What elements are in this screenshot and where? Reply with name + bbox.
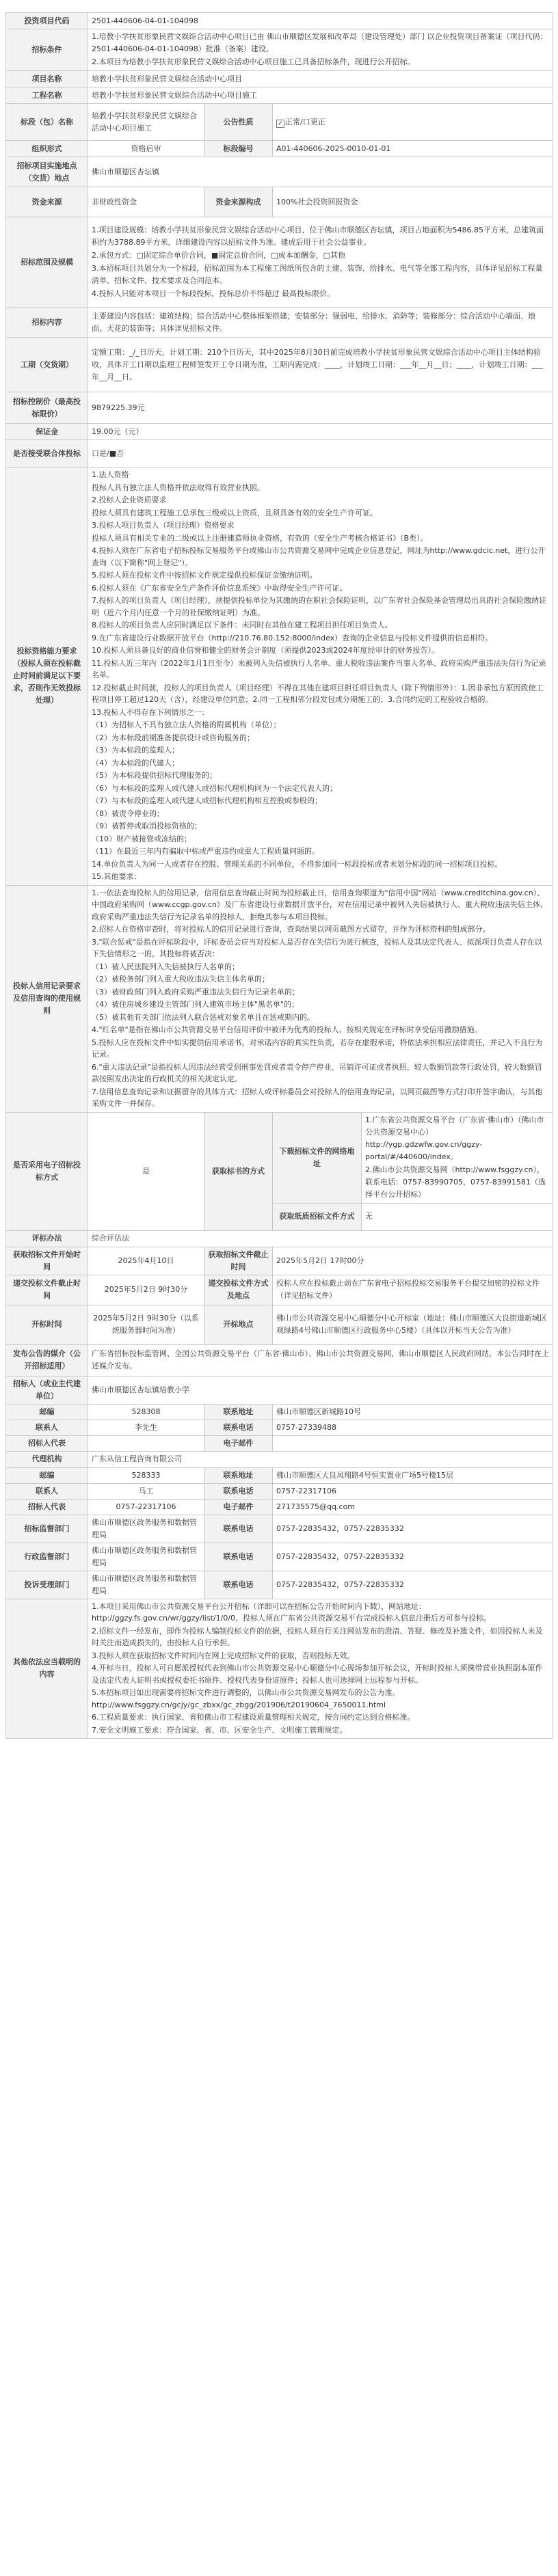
org-form-label: 组织形式 xyxy=(6,141,88,157)
qualification-item: 13.投标人不得存在下列情形之一： xyxy=(92,707,209,717)
complaint: 佛山市顺德区政务服务和数据管理局 xyxy=(88,1571,204,1599)
agent: 广东从信工程咨询有限公司 xyxy=(88,1451,553,1467)
org-form: 资格后审 xyxy=(88,141,204,157)
condition-item: 1.培教小学扶贫形象民营文娱综合活动中心项目已由 佛山市顺德区发展和改革局（建设管理处）部门 以企业投资项目备案证（项目代码：2501-440606-04-01-104098）批准（备案）建设。 xyxy=(92,32,548,53)
open-place: 佛山市公共资源交易中心顺德分中心开标室（地址：佛山市顺德区大良街道新城区观绿路4号佛山市顺德区行政服务中心5楼）（具体以开标当天公告为准） xyxy=(273,1305,553,1344)
tender-notice-table xyxy=(5,12,553,1739)
qualification-item: 1.法人资格 xyxy=(92,470,129,479)
qualification-item: （10）财产被接管或冻结的； xyxy=(92,834,191,843)
notes-label: 其他依法应当载明的内容 xyxy=(6,1599,88,1739)
media-label: 发布公告的媒介（公开招标适用） xyxy=(6,1344,88,1376)
agent-contact-label: 联系人 xyxy=(6,1483,88,1499)
funding-detail-label: 资金来源构成 xyxy=(204,187,273,217)
section-no-label: 标段编号 xyxy=(204,141,273,157)
open-time: 2025年5月2日 9时30分（以系统服务器时间为准） xyxy=(88,1305,204,1344)
agent-addr: 佛山市顺德区大良凤翔路4号恒实置业广场5号楼15层 xyxy=(273,1467,553,1483)
scope-item: 2.承包方式：□固定综合单价合同，■固定总价合同，□成本加酬金，□其他 xyxy=(92,250,346,260)
obtain-method-label: 获取标书的方式 xyxy=(204,1112,273,1230)
funding-label: 资金来源 xyxy=(6,187,88,217)
tenderer-contact: 李先生 xyxy=(88,1420,204,1435)
supervisor-label: 招标监督部门 xyxy=(6,1515,88,1543)
qualification-item: 3.投标人项目负责人（项目经理）资格要求 xyxy=(92,521,235,530)
credit-item: （3）被财政部门列入政府采购严重违法失信行为记录名单的； xyxy=(92,987,300,996)
scope-item: 1.项目建设规模：培教小学扶贫形象民营文娱综合活动中心项目，位于佛山市顺德区杏坛镇，项目占地面积为5486.85平方米，总建筑面积约为3788.89平方米，详细建设内容以招标文件为准。建成后用于社会公益事业。 xyxy=(92,225,544,247)
bid-method-label: 评标办法 xyxy=(6,1230,88,1247)
location-label: 招标项目实施地点（交货）地点 xyxy=(6,157,88,187)
tenderer-contact-label: 联系人 xyxy=(6,1420,88,1435)
qualification-item: （4）为本标段的代建人； xyxy=(92,758,179,768)
content: 主要建设内容包括：建筑结构；综合活动中心整体框架搭建；安装部分：强弱电、给排水、消防等；装修部分：综合活动中心墙面、地面、天花的装饰等；具体详见招标文件。 xyxy=(88,308,553,338)
qualification-item: （2）为本标段前期准备提供设计或咨询服务的； xyxy=(92,733,254,742)
announce-nature-label: 公告性质 xyxy=(204,104,273,141)
supervisor: 佛山市顺德区政务服务和数据管理局 xyxy=(88,1515,204,1543)
engineering-name: 培教小学扶贫形象民营文娱综合活动中心项目施工 xyxy=(88,87,553,104)
tenderer-person xyxy=(88,1435,204,1451)
tenderer-zip: 528308 xyxy=(88,1404,204,1420)
deadline-place-label: 递交投标文件方式及地点 xyxy=(204,1275,273,1305)
obtain-start: 2025年4月10日 xyxy=(88,1247,204,1275)
download-info xyxy=(362,1112,553,1203)
bid-method: 综合评估法 xyxy=(88,1230,553,1247)
credit-item: 1.一依法查询投标人的信用记录，信用信息查询截止时间为投标截止日，信用查询渠道为"信用中国"网站（www.creditchina.gov.cn）、中国政府采购网（www.ccgp.gov.cn）及广东省建设行业数据开放平台，对在信用记录中被列入失信被执行人、重大税收违法失信主体、政府采购严重违法失信行为记录名单的投标人，拒绝其参与本项目投标。 xyxy=(92,888,548,921)
agent-email: 271735575@qq.com xyxy=(273,1499,553,1515)
agent-contact: 马工 xyxy=(88,1483,204,1499)
credit xyxy=(88,885,553,1112)
qualification-item: 投标人须具有建筑工程施工总承包三级或以上资质，且须具备有效的安全生产许可证。 xyxy=(92,508,377,517)
agent-zip: 528333 xyxy=(88,1467,204,1483)
duration: 定额工期：_/_日历天，计划工期：210个日历天，其中2025年8月30日前完成培教小学扶贫形象民营文娱综合活动中心项目主体结构验收，具体开工日期以监理工程师签发开工令日期为准，工期内需完成：____，计划竣工日期：___年__月__日；____，计划竣工日期：___年__月__日。 xyxy=(88,338,553,392)
media: 广东省招标投标监管网、全国公共资源交易平台（广东省·佛山市）、佛山市公共资源交易网、佛山市顺德区人民政府网站，本公告同时在上述媒介发布。 xyxy=(88,1344,553,1376)
qualification-item: （5）为本标段提供招标代理服务的； xyxy=(92,771,217,780)
credit-item: （2）被税务部门列入重大税收违法失信主体名单的； xyxy=(92,975,269,984)
supervisor2: 佛山市顺德区政务服务和数据管理局 xyxy=(88,1543,204,1571)
notes-item: 3.投标人须在获取招标文件时间内在网上完成招标文件的获取，否则投标无效。 xyxy=(92,1651,355,1660)
qualification-item: 12.投标截止时间前，投标人的项目负责人（项目经理）不得在其他在建项目担任项目负责人（除下列情形外）：1.因非承包方原因致使工程项目停工超过120天（含），经建设单位同意；2.同一工程相邻分段发包或分期施工的；3.合同约定的工程验收合格的。 xyxy=(92,683,544,704)
tender-notice xyxy=(5,12,553,1739)
conditions xyxy=(88,29,553,71)
qualification-item: 15.其他要求： xyxy=(92,872,142,881)
project-name: 培教小学扶贫形象民营文娱综合活动中心项目 xyxy=(88,71,553,87)
credit-item: （1）被人民法院列入失信被执行人名单的； xyxy=(92,962,239,971)
condition-item: 2.本项目为培教小学扶贫形象民营文娱综合活动中心项目施工已具备招标条件，现进行公开招标。 xyxy=(92,57,415,66)
agent-person-label: 招标人代表 xyxy=(6,1499,88,1515)
credit-item: 3."联合惩戒"是指在评标阶段中，评标委员会应当对投标人是否存在失信行为进行核查，投标人及其法定代表人、拟派项目负责人存在以下失信情形之一的，其投标将被否决： xyxy=(92,937,542,958)
scope xyxy=(88,217,553,308)
scope-label: 招标范围及规模 xyxy=(6,217,88,308)
section-name-label: 标段（包）名称 xyxy=(6,104,88,141)
qualification-item: 5.投标人须在投标文件中按招标文件规定提供投标保证金缴纳证明。 xyxy=(92,571,317,580)
supervisor-phone-label: 联系电话 xyxy=(204,1515,273,1543)
announce-nature-value: 正常/口更正 xyxy=(285,117,326,126)
consortium: 口是/■否 xyxy=(88,440,553,467)
max-price: 9879225.39元 xyxy=(88,392,553,424)
project-code-label: 投资项目代码 xyxy=(6,13,88,29)
tenderer: 佛山市顺德区杏坛镇培教小学 xyxy=(88,1376,553,1404)
deadline-place: 投标人应在投标截止前在广东省电子招标投标交易服务平台提交加密的投标文件（详见招标文件） xyxy=(273,1275,553,1305)
qualification-item: 7.投标人的项目负责人（项目经理），须提供投标单位为其缴纳的在职社会保险证明，以广东省社会保险基金管理局出具的社会保险缴纳证明（近六个月内任意一个月的社保缴纳证明）为准。 xyxy=(92,596,546,617)
agent-addr-label: 联系地址 xyxy=(204,1467,273,1483)
open-place-label: 开标地点 xyxy=(204,1305,273,1344)
qualification-item: 4.投标人须在广东省电子招标投标交易服务平台或佛山市公共资源交易网中完成企业信息登记，网址为http://www.gdcic.net，进行公开查询（以下简称"网上登记"）。 xyxy=(92,546,546,567)
notes-item: 6.工程质量要求：执行国家、省和佛山市工程建设质量管理相关规定，按合同约定达到合格标准。 xyxy=(92,1713,415,1722)
qualification-item: 8.投标人的项目负责人应同时满足以下条件：未同时在其他在建工程项目担任项目负责人。 xyxy=(92,621,393,629)
qualification-item: 14.单位负责人为同一人或者存在控股、管理关系的不同单位，不得参加同一标段投标或者未划分标段的同一招标项目投标。 xyxy=(92,859,503,869)
qualification-item: 6.投标人须在《广东省安全生产条件评价信息系统》中取得安全生产许可证。 xyxy=(92,583,347,593)
notes xyxy=(88,1599,553,1739)
scope-item: 3.本招标项目共划分为一个标段，招标范围为本工程施工图纸所包含的土建、装饰、给排水、电气等全部工程内容，具体详见招标工程量清单、招标文件、技术要求及合同范本。 xyxy=(92,263,543,285)
eseal-label: 是否采用电子招标投标方式 xyxy=(6,1112,88,1230)
qualification-item: （11）在最近三年内有骗取中标或严重违约或重大工程质量问题的。 xyxy=(92,847,319,856)
qualification-item: （8）被责令停业的； xyxy=(92,809,164,818)
deadline-label: 递交投标文件截止时间 xyxy=(6,1275,88,1305)
agent-email-label: 电子邮件 xyxy=(204,1499,273,1515)
consortium-label: 是否接受联合体投标 xyxy=(6,440,88,467)
download-link-2[interactable]: 2.佛山市公共资源交易网（http://www.fsggzy.cn），联系电话：0757-83990705，0757-83991581（选择平台公开招标） xyxy=(365,1165,546,1199)
complaint-label: 投诉受理部门 xyxy=(6,1571,88,1599)
supervisor2-label: 行政监督部门 xyxy=(6,1543,88,1571)
qualification-item: 11.投标人近三年内（2022年1月1日至今）未被列入失信被执行人名单、重大税收违法案件当事人名单、政府采购严重违法失信行为记录名单。 xyxy=(92,658,546,679)
funding-source: 非财政性资金 xyxy=(88,187,204,217)
notes-item: 5.本招标项目如出现需要将招标文件进行调整的，以佛山市公共资源交易网发布的公告为准。http://www.fsggzy.cn/gcjy/gc_zbxx/gc_zbgg/201906/t20190604_7650011.html xyxy=(92,1688,400,1709)
qualification xyxy=(88,467,553,886)
tenderer-zip-label: 邮编 xyxy=(6,1404,88,1420)
scope-item: 4.投标人只能对本项目一个标段投标，投标总价不得超过 最高投标限价。 xyxy=(92,288,334,298)
tenderer-email-label: 电子邮件 xyxy=(204,1435,273,1451)
credit-item: 2.招标人在资格审查时，将对投标人的信用记录进行查询，查询结果以网页截图方式留存，并作为评标资料的组成部分。 xyxy=(92,925,490,934)
content-label: 招标内容 xyxy=(6,308,88,338)
credit-item: 6."重大违法记录"是指投标人因违法经营受到刑事处罚或者责令停产停业、吊销许可证或者执照、较大数额罚款等行政处罚，较大数额罚款按照发出决定的行政机关的相关规定认定。 xyxy=(92,1062,542,1083)
other-method: 无 xyxy=(362,1203,553,1230)
eseal: 是 xyxy=(88,1112,204,1230)
download-label: 下载招标文件的网络地址 xyxy=(273,1112,362,1203)
qualification-item: 10.投标人须具备良好的商业信誉和健全的财务会计制度（须提供2023或2024年度经审计的财务报告）。 xyxy=(92,646,439,655)
project-name-label: 项目名称 xyxy=(6,71,88,87)
obtain-end-label: 获取招标文件截止时间 xyxy=(204,1247,273,1275)
agent-phone: 0757-22317106 xyxy=(273,1483,553,1499)
supervisor2-phone: 0757-22835432，0757-22835332 xyxy=(273,1543,553,1571)
guarantee: 19.00元（元） xyxy=(88,424,553,440)
qualification-label: 投标资格能力要求（投标人须在投标截止时间前满足以下要求，否则作无效投标处理） xyxy=(6,467,88,886)
supervisor-phone: 0757-22835432，0757-22835332 xyxy=(273,1515,553,1543)
guarantee-label: 保证金 xyxy=(6,424,88,440)
obtain-start-label: 获取招标文件开始时间 xyxy=(6,1247,88,1275)
tenderer-addr: 佛山市顺德区新城路10号 xyxy=(273,1404,553,1420)
complaint-phone: 0757-22835432，0757-22835332 xyxy=(273,1571,553,1599)
section-no: A01-440606-2025-0010-01-01 xyxy=(273,141,553,157)
tenderer-label: 招标人（或业主代建单位） xyxy=(6,1376,88,1404)
project-code: 2501-440606-04-01-104098 xyxy=(88,13,553,29)
credit-item: 5.投标人应在投标文件中如实提供信用承诺书，对承诺内容的真实性负责，若存在虚假承诺，将依法承担相应法律责任，并记入不良行为记录。 xyxy=(92,1038,543,1059)
complaint-phone-label: 联系电话 xyxy=(204,1571,273,1599)
other-method-label: 获取纸质招标文件方式 xyxy=(273,1203,362,1230)
qualification-item: 9.在广东省建设行业数据开放平台（http://210.76.80.152:8000/index）查询的企业信息与投标文件提供的信息相符。 xyxy=(92,633,493,642)
section-name: 培教小学扶贫形象民营文娱综合活动中心项目施工 xyxy=(88,104,204,141)
credit-label: 投标人信用记录要求及信用查询的使用规则 xyxy=(6,885,88,1112)
obtain-end: 2025年5月2日 17时00分 xyxy=(273,1247,553,1275)
qualification-item: （7）与本标段的监理人或代建人或招标代理机构相互控股或参股的； xyxy=(92,796,322,805)
qualification-item: （3）为本标段的监理人； xyxy=(92,746,179,755)
qualification-item: 2.投标人企业资质要求 xyxy=(92,496,167,504)
notes-item: 1.本项目采用佛山市公共资源交易平台公开招标（详细可以在招标公告开始时间内下载），网站地址：http://ggzy.fs.gov.cn/wr/ggzy/list/1/0/0，投标人须在广东省公共资源交易平台完成投标人信息注册后方可参与投标。 xyxy=(92,1601,492,1623)
supervisor2-phone-label: 联系电话 xyxy=(204,1543,273,1571)
agent-label: 代理机构 xyxy=(6,1451,88,1467)
notes-item: 2.招标文件一经发布，即作为投标人编制投标文件的依据，投标人须自行关注网站发布的澄清、答疑、修改及补遗文件，如因投标人未及时关注而造成损失的，由投标人自行承担。 xyxy=(92,1626,543,1647)
agent-phone-label: 联系电话 xyxy=(204,1483,273,1499)
tenderer-person-label: 招标人代表 xyxy=(6,1435,88,1451)
checked-box-icon: ✓ xyxy=(276,120,284,128)
qualification-item: 投标人须具有相关专业的二级或以上注册建造师执业资格，有效的《安全生产考核合格证书》（B类）。 xyxy=(92,533,428,543)
conditions-label: 招标条件 xyxy=(6,29,88,71)
qualification-item: （1）为招标人不具有独立法人资格的附属机构（单位）； xyxy=(92,720,281,729)
duration-label: 工期（交货期） xyxy=(6,338,88,392)
notes-item: 4.开标当日，投标人可自愿派授权代表到佛山市公共资源交易中心顺德分中心现场参加开标会议，开标时投标人须携带营业执照副本原件及法定代表人证明书或授权委托书原件、授权代表身份证原件；投标人也可选择网上远程参与开标。 xyxy=(92,1664,543,1685)
tenderer-addr-label: 联系地址 xyxy=(204,1404,273,1420)
tenderer-phone-label: 联系电话 xyxy=(204,1420,273,1435)
credit-item: 4."红名单"是指在佛山市公共资源交易平台信用评价中被评为优秀的投标人，按相关规定在评标时享受信用激励措施。 xyxy=(92,1025,482,1034)
tenderer-email xyxy=(273,1435,553,1451)
notes-item: 7.安全文明施工要求：符合国家、省、市、区安全生产、文明施工管理规定。 xyxy=(92,1725,347,1735)
open-time-label: 开标时间 xyxy=(6,1305,88,1344)
announce-nature xyxy=(273,104,553,141)
agent-zip-label: 邮编 xyxy=(6,1467,88,1483)
location: 佛山市顺德区杏坛镇 xyxy=(88,157,553,187)
engineering-name-label: 工程名称 xyxy=(6,87,88,104)
deadline: 2025年5月2日 9时30分 xyxy=(88,1275,204,1305)
credit-item: （5）被其他有关部门依法列入联合惩戒对象名单且在惩戒期内的。 xyxy=(92,1012,315,1022)
credit-item: （4）被住房城乡建设主管部门列入建筑市场主体"黑名单"的； xyxy=(92,1000,300,1009)
download-link[interactable]: 1.广东省公共资源交易平台（广东省·佛山市）（佛山市公共资源交易中心）http://ygp.gdzwfw.gov.cn/ggzy-portal/#/440600/index。 xyxy=(365,1115,544,1161)
qualification-item: （9）被暂停或取消投标资格的； xyxy=(92,822,202,830)
max-price-label: 招标控制价（最高投标限价） xyxy=(6,392,88,424)
qualification-item: 投标人具有独立法人资格并依法取得有效营业执照。 xyxy=(92,483,265,492)
credit-item: 7.信用信息查询记录和证据留存的具体方式：招标人或评标委员会对投标人的信用查询记录，以网页截图等方式打印并签字确认，与其他采购文件一并保存。 xyxy=(92,1087,543,1108)
funding-detail: 100%社会投资回报资金 xyxy=(273,187,553,217)
agent-person: 0757-22317106 xyxy=(88,1499,204,1515)
qualification-item: （6）与本标段的监理人或代建人或招标代理机构同为一个法定代表人的； xyxy=(92,783,337,793)
tenderer-phone: 0757-27339488 xyxy=(273,1420,553,1435)
